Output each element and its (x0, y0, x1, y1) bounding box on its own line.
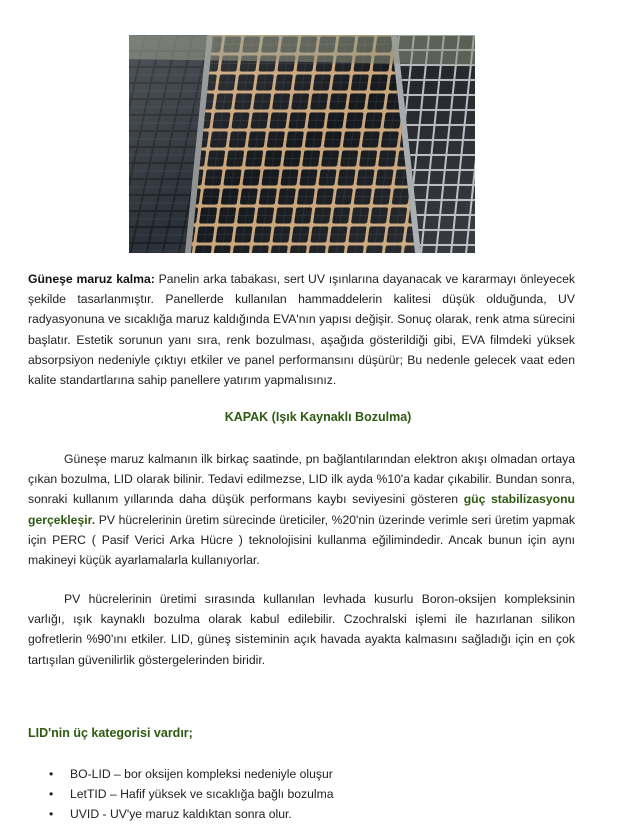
lid-categories-title: LID'nin üç kategorisi vardır; (28, 726, 193, 740)
bullet-icon: • (49, 807, 54, 822)
list-item-text: BO-LID – bor oksijen kompleksi nedeniyle oluşur (70, 767, 333, 781)
lid-text-before: Güneşe maruz kalmanın ilk birkaç saatinde, pn bağlantılarından elektron akışı olmadan ortaya çıkan bozulma, LID olarak bilinir. Tedavi edilmezse, LID ilk ayda %10'a kadar çıkabilir. Bundan sonra, sonraki kullanım yıllarında daha düşük performans kaybı seviyesini gösteren (28, 452, 575, 507)
lid-section-heading: KAPAK (Işık Kaynaklı Bozulma) (224, 410, 412, 424)
boron-oxygen-paragraph: PV hücrelerinin üretimi sırasında kullanılan levhada kusurlu Boron-oksijen kompleksinin varlığı, ışık kaynaklı bozulma olarak kabul edilebilir. Czochralski işlemi ile hazırlanan silikon gofretlerin %90'ını etkiler. LID, güneş sisteminin açık havada ayakta kalmasını sağladığı için en çok tartışılan güvenilirlik göstergelerinden biridir. (28, 592, 575, 667)
bullet-icon: • (49, 767, 54, 781)
list-item (28, 804, 334, 824)
list-item (28, 764, 334, 784)
bullet-icon: • (49, 787, 54, 802)
lid-text-after: PV hücrelerinin üretim sürecinde üreticiler, %20'nin üzerinde verimle seri üretim yapmak için PERC ( Pasif Verici Arka Hücre ) teknolojisini kullanma eğilimindedir. Ancak bunun için aynı makineyi küçük ayarlamalarla kullanıyorlar. (28, 512, 575, 568)
lid-description-paragraph (28, 449, 575, 570)
list-item-text: LetTID – Hafif yüksek ve sıcaklığa bağlı bozulma (70, 787, 334, 802)
sun-exposure-text: Panelin arka tabakası, sert UV ışınlarına dayanacak ve kararmayı önleyecek şekilde tasarlanmıştır. Panellerde kullanılan hammaddelerin kalitesi düşük olduğunda, UV radyasyonuna ve sıcaklığa maruz kaldığında EVA'nın yapısı değişir. Sonuç olarak, renk atma sürecini başlatır. Estetik sorunun yanı sıra, renk bozulması, aşağıda gösterildiği gibi, EVA filmdeki yüksek absorpsiyon nedeniyle çıktıyı etkiler ve panel performansını düşürür; Bu nedenle gelecek vaat eden kalite standartlarına sahip panellere yatırım yapmalısınız. (28, 272, 575, 388)
list-item-text: UVID - UV'ye maruz kaldıktan sonra olur. (70, 807, 292, 822)
sun-exposure-paragraph (28, 269, 575, 390)
list-item (28, 784, 334, 804)
sun-exposure-lead: Güneşe maruz kalma: (28, 272, 155, 286)
lid-highlight: güç stabilizasyonu gerçekleşir. (28, 492, 575, 527)
solar-panels-photo (129, 35, 475, 253)
lid-categories-list (28, 764, 334, 825)
